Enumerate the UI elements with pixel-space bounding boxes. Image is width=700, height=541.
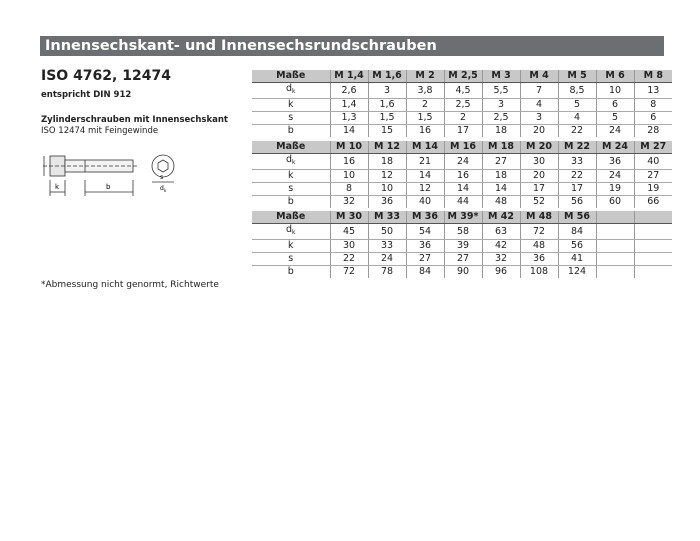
- table-cell: 3,8: [406, 83, 444, 99]
- table-cell: 56: [558, 196, 596, 209]
- table-cell: 45: [330, 224, 368, 240]
- table-cell: 48: [482, 196, 520, 209]
- table-cell: 8: [634, 99, 672, 112]
- row-label: $d_k$: [252, 224, 330, 240]
- table-cell: 63: [482, 224, 520, 240]
- table-cell: 24: [368, 253, 406, 266]
- table-cell: 84: [558, 224, 596, 240]
- column-header: M 30: [330, 211, 368, 224]
- table-cell: 58: [444, 224, 482, 240]
- table-cell: 10: [330, 170, 368, 183]
- table-header-label: Maße: [252, 211, 330, 224]
- column-header: M 12: [368, 141, 406, 154]
- column-header: M 10: [330, 141, 368, 154]
- table-cell: 48: [520, 240, 558, 253]
- table-cell: 1,5: [368, 112, 406, 125]
- table-cell: 15: [368, 125, 406, 138]
- size-table: [252, 141, 672, 208]
- table-cell: [596, 240, 634, 253]
- column-header: M 18: [482, 141, 520, 154]
- drawing-label-k: k: [55, 183, 60, 191]
- drawing-label-s: s: [160, 174, 164, 181]
- description-line-1: Zylinderschrauben mit Innensechskant: [41, 115, 228, 125]
- column-header: [634, 211, 672, 224]
- table-cell: 52: [520, 196, 558, 209]
- table-cell: 39: [444, 240, 482, 253]
- table-cell: 8: [330, 183, 368, 196]
- table-row: [252, 125, 672, 138]
- table-header-label: Maße: [252, 141, 330, 154]
- table-cell: 56: [558, 240, 596, 253]
- table-cell: 4,5: [444, 83, 482, 99]
- table-cell: 5,5: [482, 83, 520, 99]
- table-cell: 2: [406, 99, 444, 112]
- table-cell: 27: [406, 253, 444, 266]
- column-header: M 56: [558, 211, 596, 224]
- table-cell: 78: [368, 266, 406, 279]
- column-header: M 39*: [444, 211, 482, 224]
- table-cell: 6: [634, 112, 672, 125]
- table-row: [252, 253, 672, 266]
- table-cell: 44: [444, 196, 482, 209]
- table-cell: 1,3: [330, 112, 368, 125]
- table-cell: 84: [406, 266, 444, 279]
- table-row: [252, 240, 672, 253]
- table-cell: 2,6: [330, 83, 368, 99]
- table-cell: 2,5: [482, 112, 520, 125]
- column-header: M 24: [596, 141, 634, 154]
- table-cell: 36: [368, 196, 406, 209]
- table-row: [252, 170, 672, 183]
- table-cell: 8,5: [558, 83, 596, 99]
- column-header: M 22: [558, 141, 596, 154]
- table-cell: 36: [520, 253, 558, 266]
- table-cell: 66: [647, 196, 660, 207]
- table-cell: 20: [520, 125, 558, 138]
- table-cell: 16: [406, 125, 444, 138]
- table-cell: 72: [330, 266, 368, 279]
- column-header: M 6: [596, 70, 634, 83]
- table-cell: 40: [634, 154, 672, 170]
- table-row: [252, 112, 672, 125]
- description-line-2: ISO 12474 mit Feingewinde: [41, 126, 159, 136]
- row-label: $d_k$: [252, 154, 330, 170]
- drawing-label-d: d: [160, 185, 164, 192]
- table-cell: 10: [596, 83, 634, 99]
- table-cell: 5: [558, 99, 596, 112]
- row-label: b: [252, 196, 330, 209]
- table-cell: 27: [482, 154, 520, 170]
- row-label: k: [252, 170, 330, 183]
- table-cell: 4: [520, 99, 558, 112]
- column-header: M 48: [520, 211, 558, 224]
- table-cell: 13: [634, 83, 672, 99]
- table-cell: 30: [520, 154, 558, 170]
- column-header: M 3: [482, 70, 520, 83]
- table-cell: 60: [596, 196, 634, 209]
- footnote: *Abmessung nicht genormt, Richtwerte: [41, 280, 219, 290]
- table-cell: [596, 266, 634, 279]
- size-table: [252, 70, 672, 137]
- table-cell: 90: [444, 266, 482, 279]
- table-cell: 24: [596, 170, 634, 183]
- table-cell: 18: [482, 170, 520, 183]
- table-cell: [596, 224, 634, 240]
- table-cell: 6: [596, 99, 634, 112]
- table-cell: 14: [406, 170, 444, 183]
- table-row: [252, 224, 672, 240]
- row-label: $d_k$: [252, 83, 330, 99]
- table-cell: 19: [596, 183, 634, 196]
- table-row: [252, 83, 672, 99]
- row-label: s: [252, 183, 330, 196]
- table-cell: 50: [368, 224, 406, 240]
- column-header: M 2: [406, 70, 444, 83]
- row-label: s: [252, 253, 330, 266]
- table-row: [252, 154, 672, 170]
- table-cell: 18: [368, 154, 406, 170]
- table-row: [252, 99, 672, 112]
- table-cell: 21: [406, 154, 444, 170]
- table-cell: 17: [444, 125, 482, 138]
- table-row: [252, 196, 672, 209]
- table-cell: 36: [406, 240, 444, 253]
- size-table: [252, 211, 672, 278]
- table-cell: 108: [520, 266, 558, 279]
- table-header-label: Maße: [252, 70, 330, 83]
- table-cell: 33: [368, 240, 406, 253]
- table-cell: 22: [558, 125, 596, 138]
- column-header: M 1,6: [368, 70, 406, 83]
- screw-drawing: [40, 150, 190, 210]
- table-cell: 4: [558, 112, 596, 125]
- table-cell: 7: [520, 83, 558, 99]
- row-label: b: [252, 266, 330, 279]
- table-cell: 54: [406, 224, 444, 240]
- table-cell: 24: [596, 125, 634, 138]
- table-cell: 2,5: [444, 99, 482, 112]
- column-header: M 42: [482, 211, 520, 224]
- page-title: Innensechskant- und Innensechsrundschrauben: [40, 36, 664, 56]
- table-cell: 3: [368, 83, 406, 99]
- column-header: M 20: [520, 141, 558, 154]
- table-cell: 40: [406, 196, 444, 209]
- table-cell: 17: [520, 183, 558, 196]
- column-header: M 4: [520, 70, 558, 83]
- table-cell: 96: [482, 266, 520, 279]
- table-cell: 30: [330, 240, 368, 253]
- column-header: M 33: [368, 211, 406, 224]
- column-header: M 1,4: [330, 70, 368, 83]
- table-cell: 1,4: [330, 99, 368, 112]
- drawing-label-b: b: [106, 183, 111, 191]
- table-cell: 41: [558, 253, 596, 266]
- table-cell: [634, 224, 672, 240]
- table-cell: 42: [482, 240, 520, 253]
- column-header: [596, 211, 634, 224]
- table-cell: 5: [596, 112, 634, 125]
- table-cell: 1,6: [368, 99, 406, 112]
- row-label: k: [252, 99, 330, 112]
- column-header: M 14: [406, 141, 444, 154]
- table-cell: 27: [634, 170, 672, 183]
- table-cell: 32: [482, 253, 520, 266]
- table-cell: 12: [368, 170, 406, 183]
- table-row: [252, 266, 672, 279]
- table-cell: 22: [330, 253, 368, 266]
- table-cell: 20: [520, 170, 558, 183]
- row-label: s: [252, 112, 330, 125]
- table-cell: [634, 253, 672, 266]
- drawing-label-d-sub: k: [164, 188, 167, 193]
- column-header: M 36: [406, 211, 444, 224]
- table-cell: 14: [482, 183, 520, 196]
- table-cell: 32: [330, 196, 368, 209]
- table-cell: 28: [647, 125, 660, 136]
- column-header: M 27: [634, 141, 672, 154]
- table-cell: 17: [558, 183, 596, 196]
- row-label: b: [252, 125, 330, 138]
- table-cell: 18: [482, 125, 520, 138]
- column-header: M 5: [558, 70, 596, 83]
- column-header: M 2,5: [444, 70, 482, 83]
- table-cell: 14: [444, 183, 482, 196]
- equivalent-note: entspricht DIN 912: [41, 90, 132, 100]
- table-cell: 12: [406, 183, 444, 196]
- table-cell: 10: [368, 183, 406, 196]
- table-cell: 124: [558, 266, 596, 279]
- table-cell: 22: [558, 170, 596, 183]
- table-cell: 14: [330, 125, 368, 138]
- table-cell: 2: [444, 112, 482, 125]
- column-header: M 8: [634, 70, 672, 83]
- table-cell: 24: [444, 154, 482, 170]
- table-cell: [596, 253, 634, 266]
- standard-heading: ISO 4762, 12474: [41, 68, 171, 84]
- table-cell: 19: [634, 183, 672, 196]
- table-cell: 33: [558, 154, 596, 170]
- table-cell: 72: [520, 224, 558, 240]
- table-cell: 1,5: [406, 112, 444, 125]
- column-header: M 16: [444, 141, 482, 154]
- table-cell: 16: [444, 170, 482, 183]
- table-cell: 16: [330, 154, 368, 170]
- table-cell: [634, 266, 672, 279]
- row-label: k: [252, 240, 330, 253]
- table-row: [252, 183, 672, 196]
- table-cell: 3: [520, 112, 558, 125]
- table-cell: 36: [596, 154, 634, 170]
- table-cell: 27: [444, 253, 482, 266]
- table-cell: 3: [482, 99, 520, 112]
- table-cell: [634, 240, 672, 253]
